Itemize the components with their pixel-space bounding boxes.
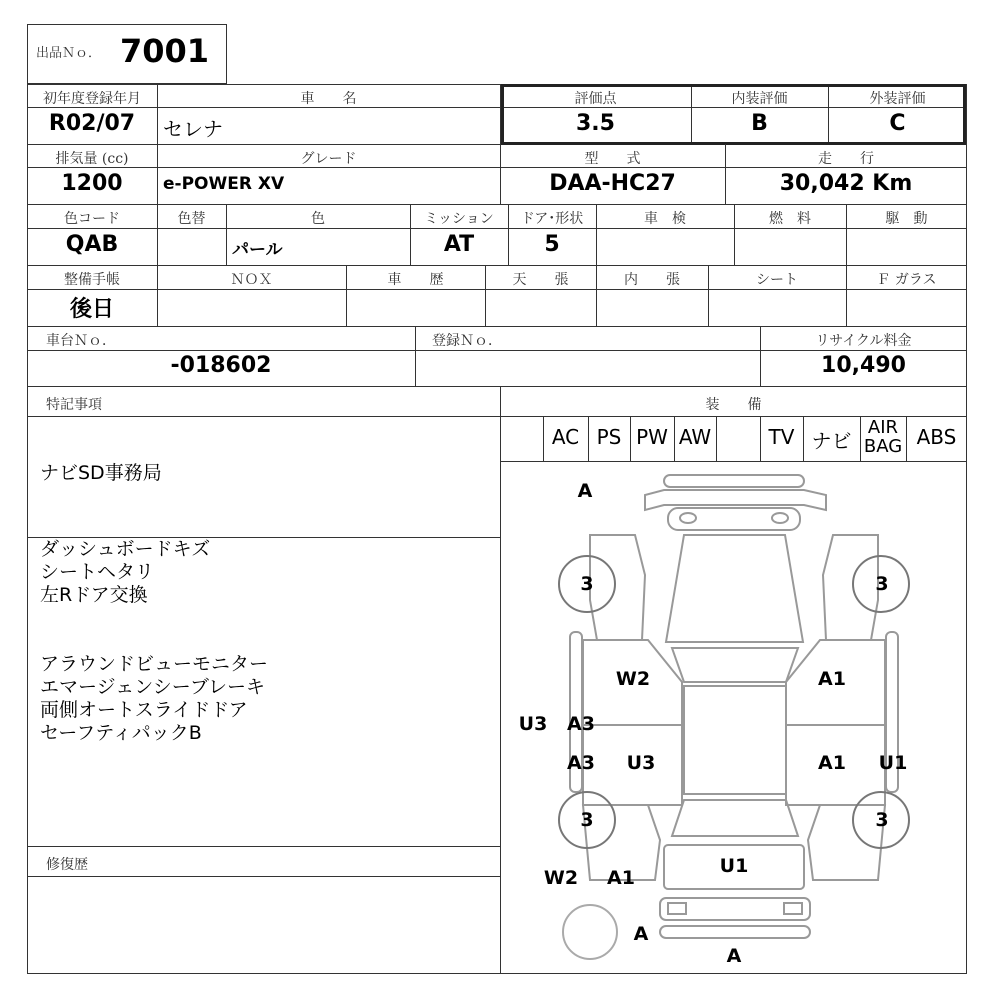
score-value: 3.5 bbox=[576, 111, 615, 136]
fuel-label: 燃 料 bbox=[769, 211, 811, 227]
damage-right-front-door: A1 bbox=[818, 668, 846, 690]
displacement-label: 排気量 (cc) bbox=[55, 151, 129, 167]
mission-value: AT bbox=[443, 232, 475, 257]
score-label: 評価点 bbox=[574, 91, 617, 107]
equipment-item-pw: PW bbox=[636, 425, 668, 449]
first-reg-label: 初年度登録年月 bbox=[43, 91, 141, 107]
exterior-label: 外装評価 bbox=[869, 91, 926, 107]
equipment-item-ps: PS bbox=[596, 425, 622, 449]
damage-left-front-door: A3 bbox=[567, 713, 595, 735]
equipment-item-aw: AW bbox=[678, 425, 712, 449]
damage-wheel-right-front: 3 bbox=[875, 573, 889, 595]
equipment-item-navi: ナビ bbox=[811, 429, 852, 453]
damage-wheel-left-rear: 3 bbox=[580, 809, 594, 831]
model-value: DAA-HC27 bbox=[549, 171, 676, 196]
equipment-item-tv: TV bbox=[768, 425, 795, 449]
damage-left-rear-door: A3 bbox=[567, 752, 595, 774]
notes-label: 特記事項 bbox=[46, 397, 102, 413]
interior-value: B bbox=[751, 111, 768, 136]
damage-rear-bumper-left: A bbox=[633, 923, 649, 945]
notes-block-1: ナビSD事務局 bbox=[40, 462, 162, 484]
damage-tailgate: U1 bbox=[719, 855, 749, 877]
damage-right-rear-door: A1 bbox=[818, 752, 846, 774]
damage-left-rear-fender: A1 bbox=[607, 867, 635, 889]
lot-label: 出品Ｎｏ． bbox=[36, 46, 102, 61]
inner-label: 内 張 bbox=[624, 272, 680, 288]
notes-block-2: ダッシュボードキズ シートヘタリ 左Rドア交換 アラウンドビューモニター エマージェンシーブレーキ 両側オートスライドドア セーフティパックB bbox=[40, 538, 269, 744]
damage-right-side-strip: U1 bbox=[878, 752, 908, 774]
damage-left-rear-door-2: U3 bbox=[626, 752, 656, 774]
damage-front-bumper: A bbox=[577, 480, 593, 502]
seat-label: シート bbox=[756, 272, 798, 288]
damage-wheel-right-rear: 3 bbox=[875, 809, 889, 831]
equipment-label: 装 備 bbox=[705, 397, 762, 413]
color-code-value: QAB bbox=[65, 232, 119, 257]
mileage-value: 30,042 Km bbox=[779, 171, 913, 196]
recycle-value: 10,490 bbox=[821, 353, 906, 378]
history-label: 車 歴 bbox=[387, 272, 444, 288]
displacement-value: 1200 bbox=[61, 171, 123, 196]
fglass-label: Ｆ ガラス bbox=[876, 272, 937, 288]
damage-rear-bumper: A bbox=[726, 945, 742, 967]
nox-label: ＮＯＸ bbox=[230, 272, 273, 288]
regno-label: 登録Ｎｏ． bbox=[432, 333, 502, 349]
color-code-label: 色コード bbox=[64, 211, 120, 227]
repaint-label: 色替 bbox=[177, 211, 206, 227]
door-value: 5 bbox=[544, 232, 560, 257]
grade-label: グレード bbox=[300, 151, 357, 167]
mileage-label: 走 行 bbox=[818, 151, 874, 167]
damage-left-side-strip: U3 bbox=[518, 713, 548, 735]
color-value: パール bbox=[232, 240, 283, 260]
car-name-label: 車 名 bbox=[300, 91, 357, 107]
equipment-item-airbag: AIR BAG bbox=[863, 417, 903, 457]
equipment-item-abs: ABS bbox=[916, 425, 957, 449]
chassis-label: 車台Ｎｏ． bbox=[46, 333, 116, 349]
damage-wheel-left-front: 3 bbox=[580, 573, 594, 595]
drive-label: 駆 動 bbox=[885, 211, 928, 227]
interior-label: 内装評価 bbox=[731, 91, 788, 107]
damage-rear-window-left: W2 bbox=[543, 867, 579, 889]
chassis-value: -018602 bbox=[170, 353, 272, 378]
exterior-value: C bbox=[889, 111, 906, 136]
roof-label: 天 張 bbox=[512, 272, 569, 288]
car-name-value: セレナ bbox=[163, 117, 223, 141]
manual-label: 整備手帳 bbox=[64, 272, 120, 288]
grade-value: e-POWER XV bbox=[163, 174, 285, 194]
equipment-item-ac: AC bbox=[551, 425, 580, 449]
damage-windshield: W2 bbox=[615, 668, 651, 690]
lot-number: 7001 bbox=[120, 32, 210, 70]
model-label: 型 式 bbox=[584, 151, 641, 167]
mission-label: ミッション bbox=[424, 211, 494, 227]
first-reg-value: R02/07 bbox=[48, 111, 136, 136]
recycle-label: リサイクル料金 bbox=[815, 333, 912, 349]
inspection-label: 車 検 bbox=[644, 211, 686, 227]
door-label: ドア･形状 bbox=[520, 211, 584, 227]
manual-value: 後日 bbox=[69, 297, 114, 322]
color-label: 色 bbox=[311, 211, 325, 227]
repair-history-label: 修復歴 bbox=[46, 857, 88, 873]
